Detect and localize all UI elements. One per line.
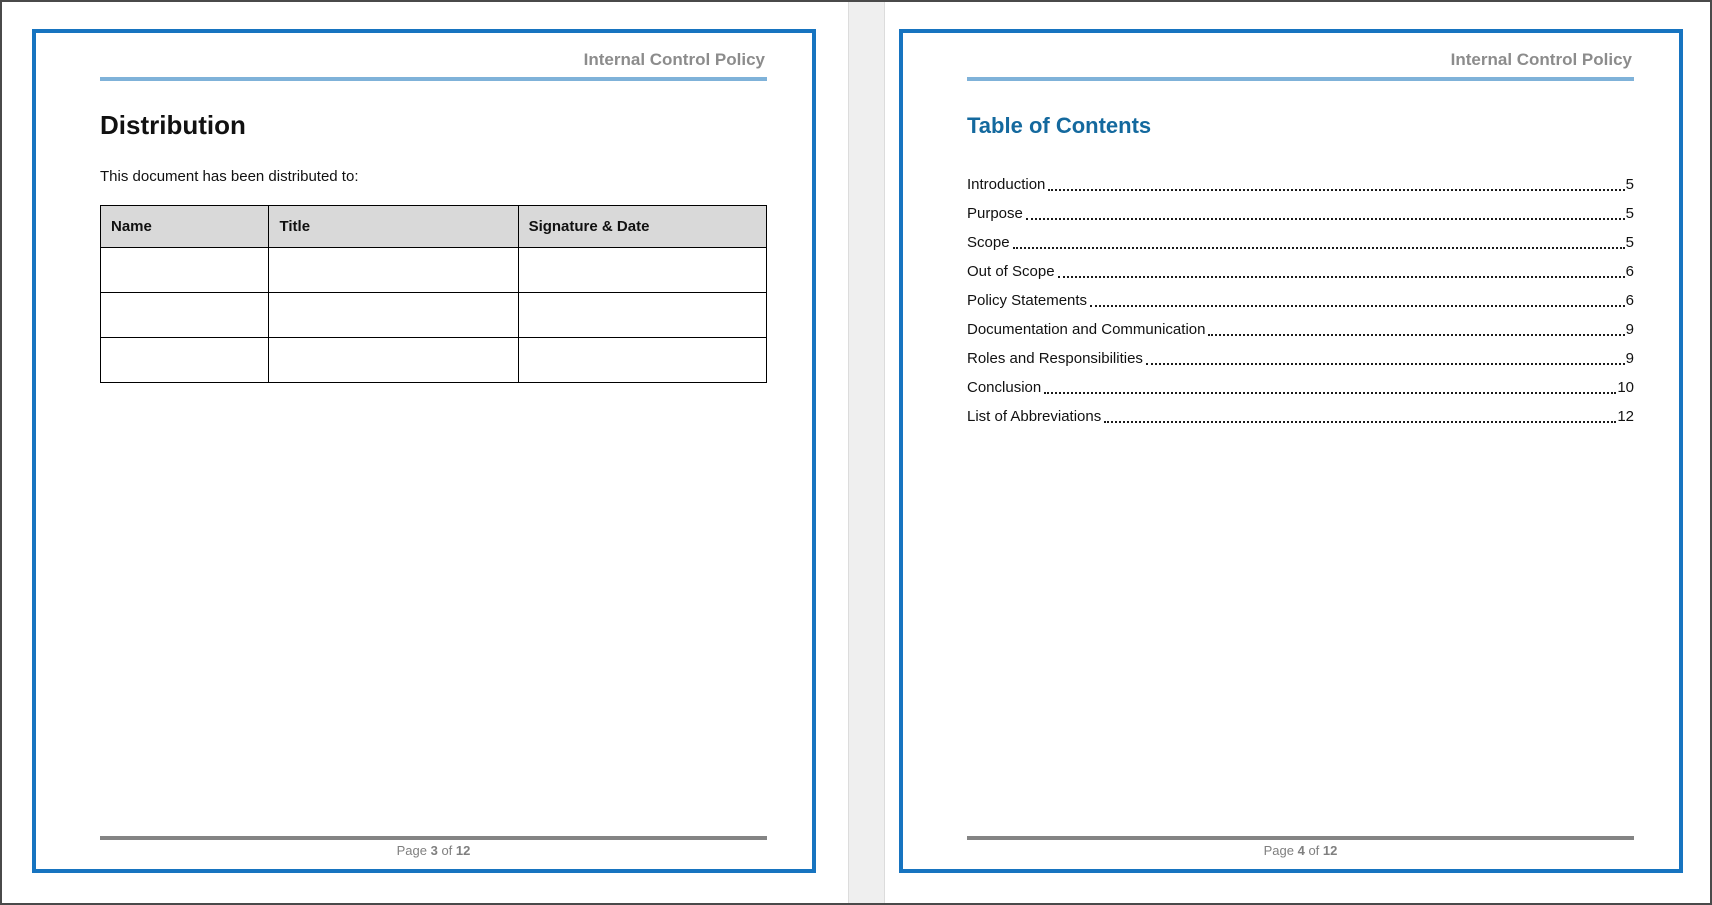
- toc-entry-label: Scope: [967, 234, 1010, 252]
- table-cell-title-2[interactable]: [269, 292, 518, 337]
- toc-dot-leader: [1026, 218, 1625, 220]
- toc-entry-label: Purpose: [967, 205, 1023, 223]
- toc-dot-leader: [1104, 421, 1616, 423]
- page-header-title: Internal Control Policy: [583, 50, 765, 69]
- footer-page-number: 4: [1297, 843, 1305, 858]
- toc-page-number: 5: [1625, 205, 1634, 223]
- table-cell-name-1[interactable]: [101, 247, 269, 292]
- table-header-cell-title: Title: [269, 205, 518, 247]
- table-row: [101, 292, 767, 337]
- distribution-table: [100, 205, 767, 383]
- toc-entry-label: Policy Statements: [967, 292, 1088, 310]
- table-cell-name-2[interactable]: [101, 292, 269, 337]
- footer-page-number: 3: [430, 843, 438, 858]
- toc-dot-leader: [1058, 276, 1625, 278]
- table-header-cell-signature-date: Signature & Date: [518, 205, 766, 247]
- section-heading-table-of-contents: Table of Contents: [967, 113, 1152, 138]
- page-header: [967, 41, 1634, 81]
- page-4-content: [903, 33, 1679, 869]
- toc-page-number: 5: [1625, 234, 1634, 252]
- toc-entry-label: Conclusion: [967, 379, 1042, 397]
- toc-entry-label: Out of Scope: [967, 263, 1055, 281]
- toc-page-number: 6: [1625, 292, 1634, 310]
- toc-dot-leader: [1208, 334, 1624, 336]
- toc-dot-leader: [1013, 247, 1625, 249]
- toc-entry-list-of-abbreviations[interactable]: [967, 398, 1634, 427]
- intro-paragraph: This document has been distributed to:: [100, 167, 359, 185]
- section-heading-distribution: Distribution: [100, 110, 246, 140]
- toc-entry-conclusion[interactable]: [967, 369, 1634, 398]
- toc-dot-leader: [1090, 305, 1625, 307]
- toc-entry-label: Documentation and Communication: [967, 321, 1206, 339]
- table-row: [101, 337, 767, 382]
- page-header-title: Internal Control Policy: [1450, 50, 1632, 69]
- footer-total-pages: 12: [1322, 843, 1338, 858]
- toc-page-number: 6: [1625, 263, 1634, 281]
- table-header-cell-name: Name: [101, 205, 269, 247]
- document-page-3: [32, 29, 816, 873]
- footer-page-label: Page: [396, 843, 427, 858]
- toc-entry-introduction[interactable]: [967, 166, 1634, 195]
- toc-entry-documentation-and-communication[interactable]: [967, 311, 1634, 340]
- page-footer: [967, 836, 1634, 859]
- table-cell-signature-3[interactable]: [518, 337, 766, 382]
- table-cell-signature-2[interactable]: [518, 292, 766, 337]
- footer-page-label: Page: [1263, 843, 1294, 858]
- toc-page-number: 10: [1617, 379, 1634, 397]
- toc-page-number: 9: [1625, 350, 1634, 368]
- page-3-content: [36, 33, 812, 869]
- footer-of-label: of: [1308, 843, 1320, 858]
- toc-entry-out-of-scope[interactable]: [967, 253, 1634, 282]
- document-page-4: [899, 29, 1683, 873]
- table-header-row: [101, 205, 767, 247]
- toc-dot-leader: [1044, 392, 1616, 394]
- toc-entry-purpose[interactable]: [967, 195, 1634, 224]
- toc-page-number: 12: [1617, 408, 1634, 426]
- page-gap-divider: [848, 2, 885, 905]
- footer-total-pages: 12: [455, 843, 471, 858]
- toc-entry-roles-and-responsibilities[interactable]: [967, 340, 1634, 369]
- toc-entry-label: Introduction: [967, 176, 1046, 194]
- toc-entry-scope[interactable]: [967, 224, 1634, 253]
- table-cell-name-3[interactable]: [101, 337, 269, 382]
- table-cell-title-3[interactable]: [269, 337, 518, 382]
- footer-of-label: of: [441, 843, 453, 858]
- toc-entry-label: List of Abbreviations: [967, 408, 1102, 426]
- toc-page-number: 9: [1625, 321, 1634, 339]
- page-header: [100, 41, 767, 81]
- toc-page-number: 5: [1625, 176, 1634, 194]
- page-footer: [100, 836, 767, 859]
- toc-entry-policy-statements[interactable]: [967, 282, 1634, 311]
- toc-list: [967, 166, 1634, 427]
- toc-dot-leader: [1048, 189, 1624, 191]
- toc-dot-leader: [1146, 363, 1625, 365]
- table-cell-signature-1[interactable]: [518, 247, 766, 292]
- table-row: [101, 247, 767, 292]
- table-cell-title-1[interactable]: [269, 247, 518, 292]
- toc-entry-label: Roles and Responsibilities: [967, 350, 1143, 368]
